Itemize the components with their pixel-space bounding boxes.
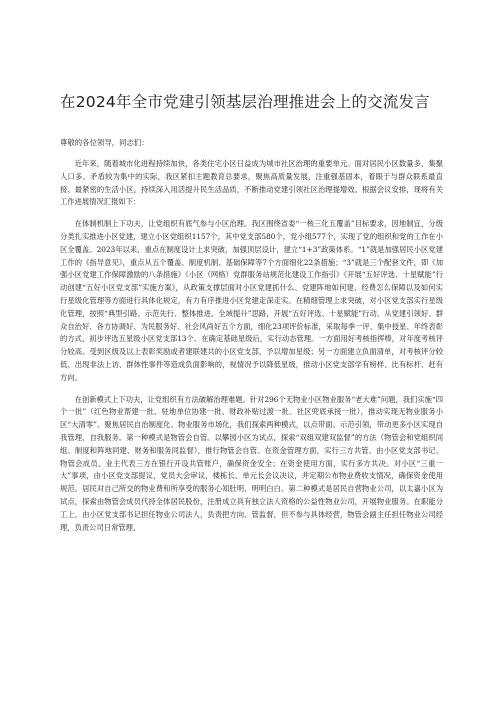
greeting: 尊敬的各位领导，同志们： bbox=[60, 138, 149, 147]
paragraph-1: 近年来，随着城市化进程持续加快，各类住宅小区日益成为城市社区治理的重要单元。面对居民小区数量多、集聚人口多、矛盾较为集中的实际，我区紧扣主题教育总要求，聚焦高质量发展，注重强基固本，着眼于与群众联系最直接、最紧密的生活小区，持续深入用活提升民生活品质，不断推动党建引领社区治理提增效。根据会议安排，现将有关工作进展情况汇报如下： bbox=[60, 159, 443, 207]
document-page bbox=[60, 92, 443, 543]
paragraph-3: 在创新模式上下功夫，让党组织有方法破解治理难题。针对296个无物业小区物业服务“老大难”问题，我们实施“四个一批”（红色物业帮建一批、驻地单位协建一批、财政补贴过渡一批、社区兜底承接一批），推动实现无物业服务小区“大清零”。聚焦居民自治制度化、物业服务市场化，我们探索两种模式，以点带面、示范引领，带动更多小区实现自我管理、自我服务。第一种模式是物管会自管。以攀园小区为试点，探索“双组双建双监督”的方法（物管会和党组织同组、制度和阵地同建、财务和服务同监督），推行物管会自管。在资金管理方面，实行三方共管。由小区党支部书记、物管会成员、业主代表三方在银行开设共管账户，确保资金安全；在资金使用方面，实行多方共决。对小区“三重一大”事项，由小区党支部提议，党员大会审议，楼栋长、单元长会议决议，并定期公布物业费收支情况，确保资金使用规范。居民对自己所交的物业费和所享受的服务心知肚明、明明白白。第二种模式是居民自营物业公司，以太嘉小区为试点，探索由物管会成员代持全体居民股份，注册成立具有独立法人资格的公益性物业公司，开展物业服务。在职能分工上，由小区党支部书记担任物业公司法人，负责把方向、管监督，但不参与具体经营，物管会副主任担任物业公司经理，负责公司日常管理、 bbox=[60, 394, 443, 532]
document-title: 在2024年全市党建引领基层治理推进会上的交流发言 bbox=[60, 93, 430, 111]
paragraph-2: 在体制机制上下功夫，让党组织有底气参与小区治理。我区围绕省委“一核三化五覆盖”目标要求，因地制宜，分级分类扎实推进小区党建，建立小区党组织1157个，其中党支部580个，党小组577个，实现了党的组织和党的工作在小区全覆盖。2023年以来，重点在制度设计上求突破，加强顶层设计，建立“1+3”政策体系。“1”就是加强居民小区党建工作的《指导意见》，重点从五个覆盖、制度机制、基础保障等7个方面细化22条措施；“3”就是三个配套文件，即《加强小区党建工作保障激励的八条措施》《小区（网格）党群服务站规范化建设工作指引》《开展“五好评选、十星赋能”行动创建“五好小区党支部”实施方案》，从政策支撑层面对小区党建抓什么、党建阵地如何建、经费怎么保障以及如何实行星级化管理等方面进行具体化规定，有力有序推进小区党建走深走实。在精细管理上求突破，对小区党支部实行星级化管理，按照“典型引路、示范先行、整体推进、全域提升”思路，开展“五好评选、十星赋能”行动。从党建引领好、群众自治好、各方协调好、为民服务好、社会风尚好五个方面，细化23项评价标准，采取每季一评、集中授星、年终表彰的方式，初步评选五星级小区党支部13个。在确定基础星级后，实行动态管理。一方面用好考核指挥棒，对年度考核评分较高、受到区级及以上表彰奖励或者建联建共的小区党支部，予以增加星级；另一方面建立负面清单，对考核评分较低、出现非法上访、群体性事件等造成负面影响的，视情况予以降低星级，推动小区党支部学有榜样、比有标杆、赶有方向。 bbox=[60, 219, 443, 382]
